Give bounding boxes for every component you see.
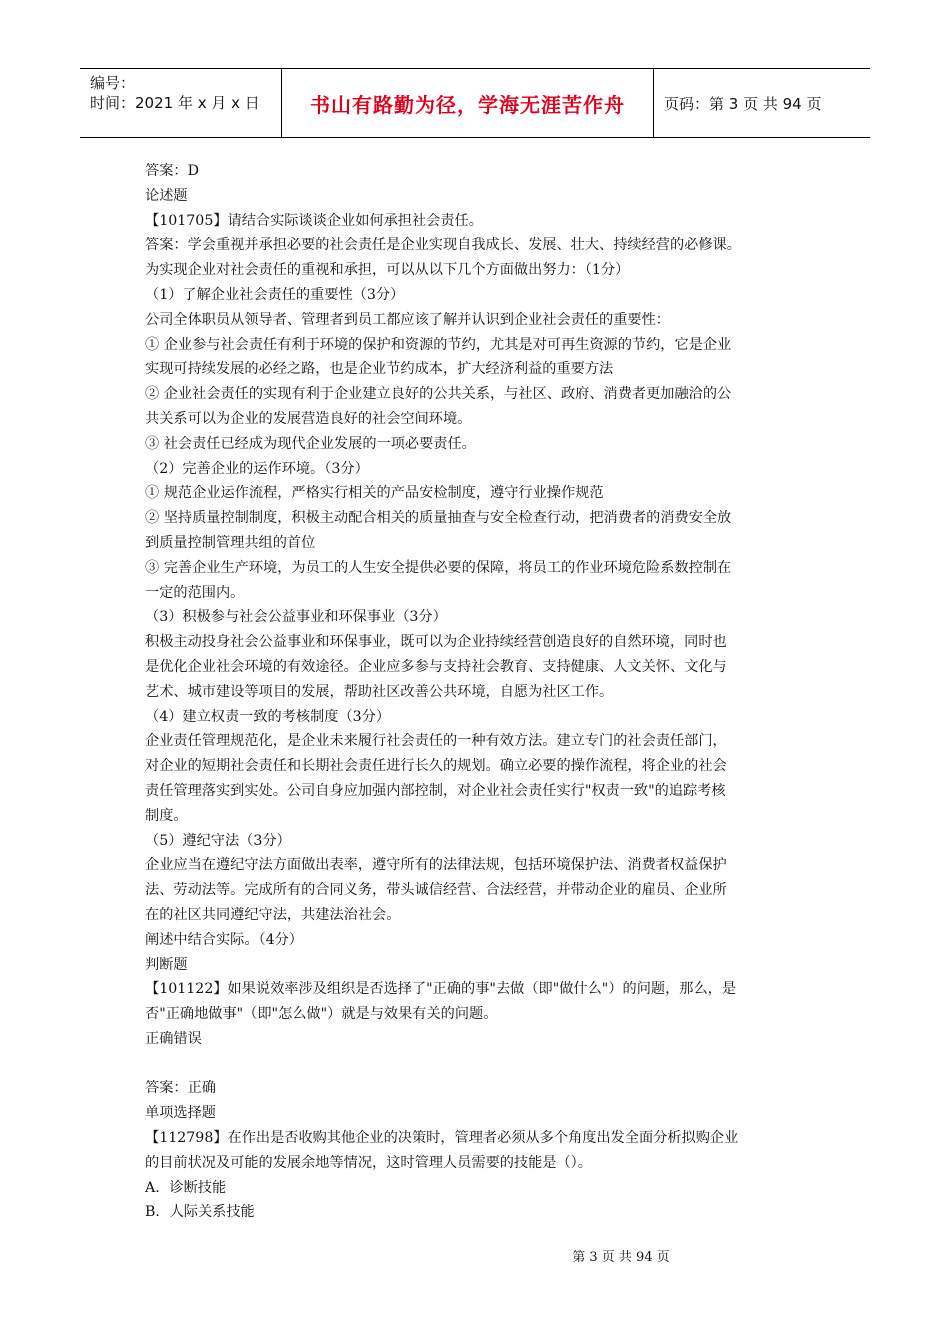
text-line: 是优化企业社会环境的有效途径。企业应多参与支持社会教育、支持健康、人文关怀、文化与 — [145, 658, 727, 675]
text-line: 制度。 — [145, 807, 188, 824]
text-line: ③ 社会责任已经成为现代企业发展的一项必要责任。 — [145, 435, 476, 452]
text-line: 责任管理落实到实处。公司自身应加强内部控制，对企业社会责任实行"权责一致"的追踪考核 — [145, 782, 726, 799]
text-line: 到质量控制管理共组的首位 — [145, 534, 316, 551]
text-line: 一定的范围内。 — [145, 584, 245, 601]
text-line: 【112798】在作出是否收购其他企业的决策时，管理者必须从多个角度出发全面分析拟购企业 — [145, 1130, 739, 1147]
text-line: 公司全体职员从领导者、管理者到员工都应该了解并认识到企业社会责任的重要性： — [145, 311, 670, 328]
page-footer — [0, 1246, 950, 1265]
text-line: B．人际关系技能 — [145, 1204, 255, 1221]
text-line: ② 坚持质量控制制度，积极主动配合相关的质量抽查与安全检查行动，把消费者的消费安全放 — [145, 510, 732, 527]
text-line: 的目前状况及可能的发展余地等情况，这时管理人员需要的技能是（）。 — [145, 1154, 592, 1171]
text-line: 艺术、城市建设等项目的发展，帮助社区改善公共环境，自愿为社区工作。 — [145, 683, 614, 700]
text-line: 答案：正确 — [145, 1080, 216, 1097]
text-line: ① 企业参与社会责任有利于环境的保护和资源的节约，尤其是对可再生资源的节约，它是企业 — [145, 336, 732, 353]
header-page-cell — [654, 69, 870, 137]
text-line: 【101122】如果说效率涉及组织是否选择了"正确的事"去做（即"做什么"）的问题，那么，是 — [145, 981, 737, 998]
motto-text: 书山有路勤为径，学海无涯苦作舟 — [310, 92, 625, 117]
text-line: ② 企业社会责任的实现有利于企业建立良好的公共关系，与社区、政府、消费者更加融洽的公 — [145, 386, 732, 403]
text-line: A．诊断技能 — [145, 1179, 227, 1196]
text-line: 法、劳动法等。完成所有的合同义务，带头诚信经营、合法经营，并带动企业的雇员、企业所 — [145, 882, 727, 899]
blank-line — [145, 1052, 817, 1077]
text-line: 判断题 — [145, 956, 188, 973]
text-line: 在的社区共同遵纪守法，共建法治社会。 — [145, 906, 401, 923]
text-line: （3）积极参与社会公益事业和环保事业（3分） — [145, 609, 447, 626]
text-line: 共关系可以为企业的发展营造良好的社会空间环境。 — [145, 410, 472, 427]
text-line: 论述题 — [145, 187, 188, 204]
text-line: 为实现企业对社会责任的重视和承担，可以从以下几个方面做出努力：（1分） — [145, 262, 630, 279]
time-label: 时间：2021 年 x 月 x 日 — [90, 94, 260, 112]
text-line: 积极主动投身社会公益事业和环保事业，既可以为企业持续经营创造良好的自然环境，同时也 — [145, 634, 727, 651]
code-label: 编号： — [90, 74, 136, 92]
text-line: 企业责任管理规范化，是企业未来履行社会责任的一种有效方法。建立专门的社会责任部门， — [145, 733, 727, 750]
text-line: （5）遵纪守法（3分） — [145, 832, 291, 849]
text-line: 单项选择题 — [145, 1105, 216, 1122]
text-line: （4）建立权责一致的考核制度（3分） — [145, 708, 391, 725]
footer-page-number: 第 3 页 共 94 页 — [572, 1250, 670, 1265]
text-line: （2）完善企业的运作环境。（3分） — [145, 460, 369, 477]
text-line: 否"正确地做事"（即"怎么做"）就是与效果有关的问题。 — [145, 1006, 498, 1023]
page-header — [80, 68, 870, 138]
page-info: 页码：第 3 页 共 94 页 — [664, 94, 822, 113]
text-line: （1）了解企业社会责任的重要性（3分） — [145, 286, 405, 303]
text-line: 答案：D — [145, 163, 199, 179]
text-line: ① 规范企业运作流程，严格实行相关的产品安检制度，遵守行业操作规范 — [145, 485, 604, 502]
text-line: 正确错误 — [145, 1030, 202, 1047]
text-line: 【101705】请结合实际谈谈企业如何承担社会责任。 — [145, 212, 483, 229]
text-line: 答案：学会重视并承担必要的社会责任是企业实现自我成长、发展、壮大、持续经营的必修课。 — [145, 237, 741, 254]
text-line: 企业应当在遵纪守法方面做出表率，遵守所有的法律法规，包括环境保护法、消费者权益保护 — [145, 857, 727, 874]
document-body — [145, 159, 817, 1225]
text-line: ③ 完善企业生产环境，为员工的人生安全提供必要的保障，将员工的作业环境危险系数控制在 — [145, 559, 732, 576]
text-line: 阐述中结合实际。（4分） — [145, 931, 303, 948]
text-line: 实现可持续发展的必经之路，也是企业节约成本，扩大经济利益的重要方法 — [145, 361, 614, 378]
text-line: 对企业的短期社会责任和长期社会责任进行长久的规划。确立必要的操作流程，将企业的社会 — [145, 758, 727, 775]
header-meta-cell — [80, 69, 282, 137]
header-motto-cell — [282, 69, 654, 137]
